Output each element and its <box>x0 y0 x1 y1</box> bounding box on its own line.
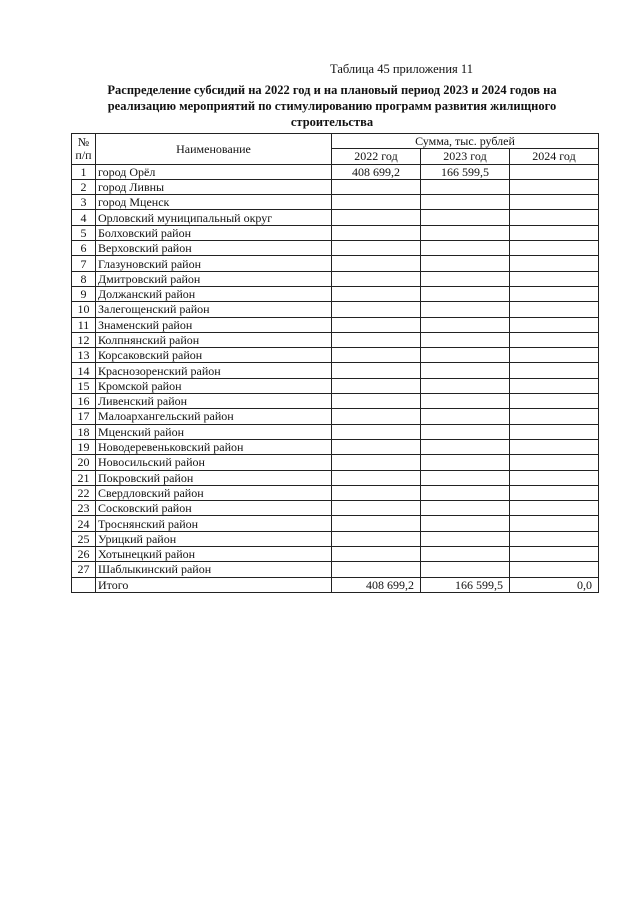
row-name: Троснянский район <box>96 516 332 531</box>
row-name: Ливенский район <box>96 394 332 409</box>
row-2023: 166 599,5 <box>421 164 510 179</box>
row-num: 15 <box>72 378 96 393</box>
row-2023 <box>421 455 510 470</box>
table-row <box>72 164 599 179</box>
row-num: 1 <box>72 164 96 179</box>
row-num: 7 <box>72 256 96 271</box>
row-2023 <box>421 439 510 454</box>
header-name: Наименование <box>96 134 332 165</box>
row-name: Залегощенский район <box>96 302 332 317</box>
row-name: Кромской район <box>96 378 332 393</box>
row-2022 <box>332 455 421 470</box>
row-2024 <box>510 317 599 332</box>
row-2022 <box>332 317 421 332</box>
row-2024 <box>510 195 599 210</box>
header-year-2024: 2024 год <box>510 149 599 164</box>
header-year-2022: 2022 год <box>332 149 421 164</box>
row-2023 <box>421 516 510 531</box>
row-2024 <box>510 271 599 286</box>
table-row <box>72 424 599 439</box>
row-2023 <box>421 225 510 240</box>
row-num: 3 <box>72 195 96 210</box>
row-name: Должанский район <box>96 286 332 301</box>
row-2022 <box>332 516 421 531</box>
row-num: 9 <box>72 286 96 301</box>
row-2022 <box>332 332 421 347</box>
row-num: 8 <box>72 271 96 286</box>
table-row <box>72 394 599 409</box>
row-name: Сосковский район <box>96 501 332 516</box>
row-2024 <box>510 409 599 424</box>
row-2022 <box>332 424 421 439</box>
row-2022 <box>332 485 421 500</box>
row-2024 <box>510 378 599 393</box>
row-2022 <box>332 409 421 424</box>
row-2024 <box>510 562 599 577</box>
row-name: город Ливны <box>96 179 332 194</box>
row-2024 <box>510 256 599 271</box>
row-2024 <box>510 485 599 500</box>
row-2024 <box>510 332 599 347</box>
row-2022 <box>332 547 421 562</box>
row-2023 <box>421 470 510 485</box>
row-num: 19 <box>72 439 96 454</box>
row-2023 <box>421 501 510 516</box>
row-name: Корсаковский район <box>96 348 332 363</box>
row-num: 21 <box>72 470 96 485</box>
table-row <box>72 409 599 424</box>
row-2023 <box>421 562 510 577</box>
row-2022 <box>332 302 421 317</box>
row-num: 10 <box>72 302 96 317</box>
row-num: 17 <box>72 409 96 424</box>
table-row <box>72 271 599 286</box>
table-row <box>72 256 599 271</box>
row-2023 <box>421 424 510 439</box>
row-2024 <box>510 302 599 317</box>
row-2022 <box>332 439 421 454</box>
row-2023 <box>421 378 510 393</box>
row-num: 26 <box>72 547 96 562</box>
row-2024 <box>510 516 599 531</box>
table-body <box>72 164 599 577</box>
table-row <box>72 225 599 240</box>
row-2023 <box>421 348 510 363</box>
table-row <box>72 455 599 470</box>
row-2024 <box>510 179 599 194</box>
row-2023 <box>421 363 510 378</box>
row-2024 <box>510 286 599 301</box>
row-2022 <box>332 348 421 363</box>
row-2024 <box>510 348 599 363</box>
row-num: 4 <box>72 210 96 225</box>
table-row <box>72 470 599 485</box>
row-2023 <box>421 241 510 256</box>
table-row <box>72 439 599 454</box>
row-2023 <box>421 317 510 332</box>
row-2022 <box>332 562 421 577</box>
row-2024 <box>510 363 599 378</box>
table-row <box>72 302 599 317</box>
table-row <box>72 195 599 210</box>
row-num: 27 <box>72 562 96 577</box>
row-2022 <box>332 195 421 210</box>
row-2022 <box>332 256 421 271</box>
row-2024 <box>510 210 599 225</box>
table-row <box>72 241 599 256</box>
row-2024 <box>510 501 599 516</box>
table-row <box>72 516 599 531</box>
table-header-row <box>72 134 599 149</box>
row-2024 <box>510 225 599 240</box>
row-2022 <box>332 271 421 286</box>
row-2022 <box>332 378 421 393</box>
row-2022: 408 699,2 <box>332 164 421 179</box>
row-num: 24 <box>72 516 96 531</box>
total-num-cell <box>72 577 96 592</box>
row-name: Болховский район <box>96 225 332 240</box>
row-2024 <box>510 164 599 179</box>
row-num: 18 <box>72 424 96 439</box>
row-2022 <box>332 363 421 378</box>
row-2022 <box>332 286 421 301</box>
row-name: Урицкий район <box>96 531 332 546</box>
row-2022 <box>332 394 421 409</box>
row-2022 <box>332 501 421 516</box>
row-name: Дмитровский район <box>96 271 332 286</box>
header-year-2023: 2023 год <box>421 149 510 164</box>
row-2024 <box>510 470 599 485</box>
row-2023 <box>421 271 510 286</box>
row-num: 13 <box>72 348 96 363</box>
row-name: Малоархангельский район <box>96 409 332 424</box>
row-2023 <box>421 409 510 424</box>
row-2023 <box>421 256 510 271</box>
row-name: Глазуновский район <box>96 256 332 271</box>
row-num: 23 <box>72 501 96 516</box>
total-label: Итого <box>96 577 332 592</box>
table-row <box>72 348 599 363</box>
row-name: Новодеревеньковский район <box>96 439 332 454</box>
header-sum: Сумма, тыс. рублей <box>332 134 599 149</box>
table-row <box>72 501 599 516</box>
row-name: Мценский район <box>96 424 332 439</box>
header-num: № п/п <box>72 134 96 165</box>
table-row <box>72 363 599 378</box>
row-2024 <box>510 424 599 439</box>
total-2023: 166 599,5 <box>421 577 510 592</box>
row-2023 <box>421 332 510 347</box>
row-2023 <box>421 531 510 546</box>
row-name: Орловский муниципальный округ <box>96 210 332 225</box>
row-num: 11 <box>72 317 96 332</box>
document-title: Распределение субсидий на 2022 год и на плановый период 2023 и 2024 годов на реализацию мероприятий по стимулированию программ развития жилищного строительства <box>107 83 557 129</box>
row-2023 <box>421 547 510 562</box>
row-num: 12 <box>72 332 96 347</box>
row-2023 <box>421 485 510 500</box>
row-2024 <box>510 241 599 256</box>
subsidy-table <box>71 133 599 593</box>
row-name: Хотынецкий район <box>96 547 332 562</box>
table-caption: Таблица 45 приложения 11 <box>330 62 473 76</box>
row-2024 <box>510 547 599 562</box>
row-num: 20 <box>72 455 96 470</box>
table-row <box>72 378 599 393</box>
row-2023 <box>421 210 510 225</box>
table-row <box>72 286 599 301</box>
table-row <box>72 317 599 332</box>
total-2024: 0,0 <box>510 577 599 592</box>
row-name: Шаблыкинский район <box>96 562 332 577</box>
row-num: 16 <box>72 394 96 409</box>
row-name: Покровский район <box>96 470 332 485</box>
row-name: Верховский район <box>96 241 332 256</box>
row-2024 <box>510 439 599 454</box>
row-num: 22 <box>72 485 96 500</box>
row-name: Колпнянский район <box>96 332 332 347</box>
row-2024 <box>510 455 599 470</box>
row-2023 <box>421 195 510 210</box>
row-num: 2 <box>72 179 96 194</box>
row-2022 <box>332 225 421 240</box>
row-name: Свердловский район <box>96 485 332 500</box>
row-num: 5 <box>72 225 96 240</box>
table-row <box>72 531 599 546</box>
row-num: 6 <box>72 241 96 256</box>
table-row <box>72 210 599 225</box>
total-2022: 408 699,2 <box>332 577 421 592</box>
row-2023 <box>421 286 510 301</box>
total-row <box>72 577 599 592</box>
row-name: город Мценск <box>96 195 332 210</box>
table-row <box>72 179 599 194</box>
row-name: Знаменский район <box>96 317 332 332</box>
row-2022 <box>332 210 421 225</box>
table-row <box>72 332 599 347</box>
row-2023 <box>421 394 510 409</box>
row-2022 <box>332 241 421 256</box>
row-name: Новосильский район <box>96 455 332 470</box>
table-row <box>72 485 599 500</box>
row-name: город Орёл <box>96 164 332 179</box>
row-name: Краснозоренский район <box>96 363 332 378</box>
row-2023 <box>421 179 510 194</box>
table-row <box>72 562 599 577</box>
row-2022 <box>332 470 421 485</box>
row-2023 <box>421 302 510 317</box>
row-2024 <box>510 394 599 409</box>
row-2022 <box>332 531 421 546</box>
row-2022 <box>332 179 421 194</box>
row-num: 14 <box>72 363 96 378</box>
table-row <box>72 547 599 562</box>
row-num: 25 <box>72 531 96 546</box>
row-2024 <box>510 531 599 546</box>
